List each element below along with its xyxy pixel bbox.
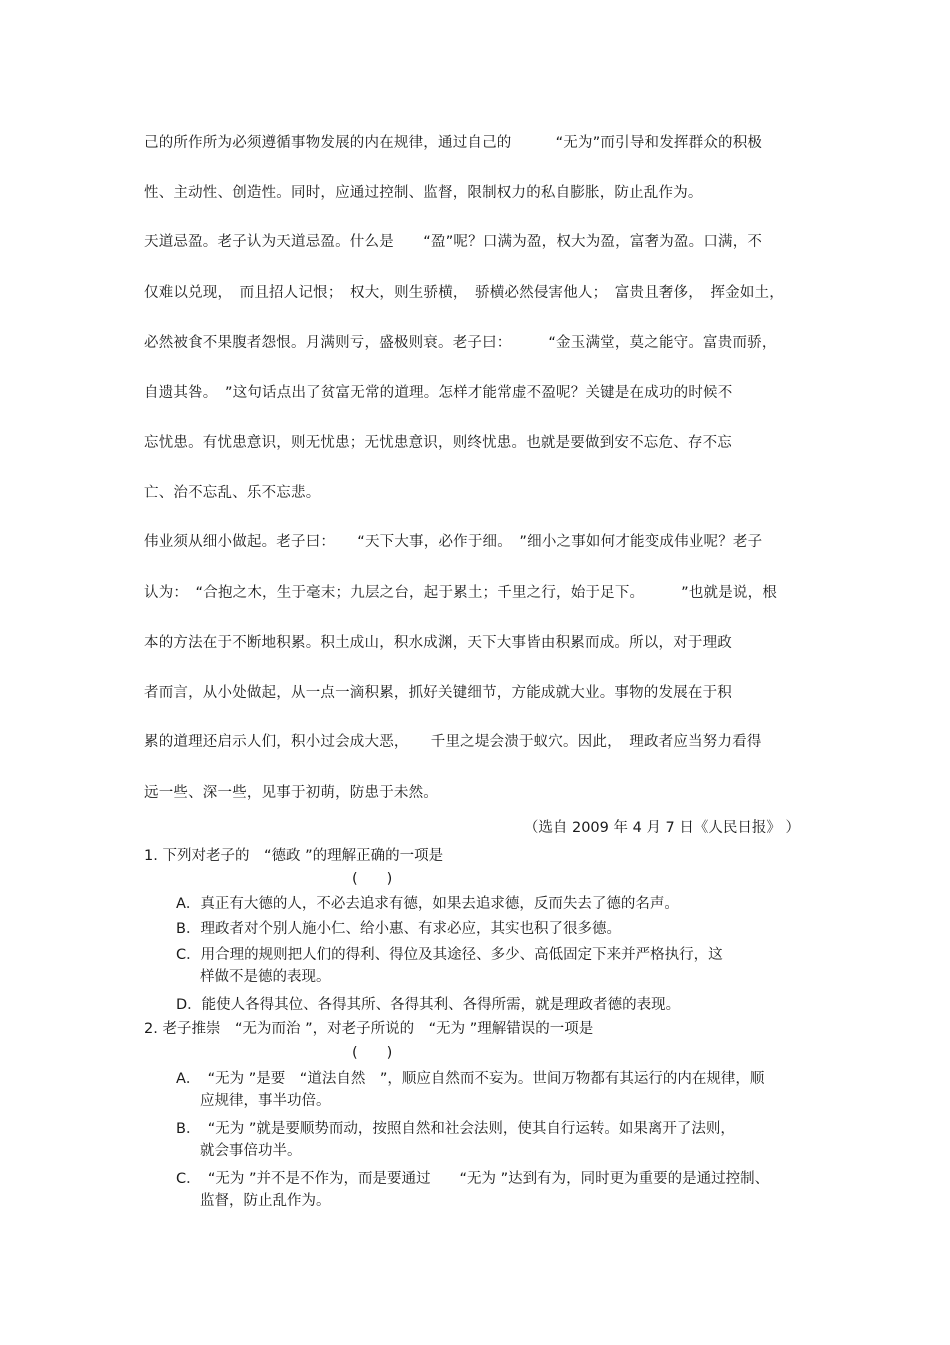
body-line: 累的道理还启示人们，积小过会成大恶， 千里之堤会溃于蚁穴。因此， 理政者应当努力看得	[144, 734, 762, 750]
question-2-option-a-cont: 应规律，事半功倍。	[200, 1093, 331, 1109]
question-2-option-c-cont: 监督，防止乱作为。	[200, 1193, 331, 1209]
question-1-option-c: C．用合理的规则把人们的得利、得位及其途径、多少、高低固定下来并严格执行，这	[176, 947, 723, 963]
question-2-answer-blank: ( )	[352, 1045, 393, 1061]
body-line: 本的方法在于不断地积累。积土成山，积水成渊，天下大事皆由积累而成。所以，对于理政	[144, 635, 732, 651]
question-2-option-c: C． “无为 ”并不是不作为，而是要通过 “无为 ”达到有为，同时更为重要的是通过控制、	[176, 1171, 770, 1187]
body-line: 远一些、深一些，见事于初萌，防患于未然。	[144, 785, 438, 801]
question-1-option-c-cont: 样做不是德的表现。	[200, 969, 331, 985]
question-2-option-b-cont: 就会事倍功半。	[200, 1143, 302, 1159]
body-line: 者而言，从小处做起，从一点一滴积累，抓好关键细节，方能成就大业。事物的发展在于积	[144, 685, 732, 701]
body-line: 必然被食不果腹者怨恨。月满则亏，盛极则衰。老子曰： “金玉满堂，莫之能守。富贵而骄，	[144, 335, 777, 351]
question-1-option-a: A．真正有大德的人，不必去追求有德，如果去追求德，反而失去了德的名声。	[176, 896, 679, 912]
question-1-option-d: D．能使人各得其位、各得其所、各得其利、各得所需，就是理政者德的表现。	[176, 997, 681, 1013]
question-1-answer-blank: ( )	[352, 871, 393, 887]
question-1-stem: 1. 下列对老子的 “德政 ”的理解正确的一项是	[144, 848, 444, 864]
question-2-option-b: B． “无为 ”就是要顺势而动，按照自然和社会法则，使其自行运转。如果离开了法则，	[176, 1121, 735, 1137]
body-line: 天道忌盈。老子认为天道忌盈。什么是 “盈”呢？口满为盈，权大为盈，富奢为盈。口满，不	[144, 234, 763, 250]
body-line: 仅难以兑现， 而且招人记恨； 权大，则生骄横， 骄横必然侵害他人； 富贵且奢侈， 挥金如土，	[144, 285, 784, 301]
body-line: 自遗其咎。 ”这句话点出了贫富无常的道理。怎样才能常虚不盈呢？关键是在成功的时候不	[144, 385, 733, 401]
question-2-option-a: A． “无为 ”是要 “道法自然 ”，顺应自然而不妄为。世间万物都有其运行的内在规律，顺	[176, 1071, 765, 1087]
body-line: 认为： “合抱之木，生于毫末；九层之台，起于累土；千里之行，始于足下。 ”也就是说，根	[144, 585, 778, 601]
question-2-stem: 2. 老子推崇 “无为而治 ”，对老子所说的 “无为 ”理解错误的一项是	[144, 1021, 594, 1037]
body-line: 性、主动性、创造性。同时，应通过控制、监督，限制权力的私自膨胀，防止乱作为。	[144, 185, 703, 201]
body-line: 伟业须从细小做起。老子曰： “天下大事，必作于细。 ”细小之事如何才能变成伟业呢？老子	[144, 534, 763, 550]
body-line: 己的所作所为必须遵循事物发展的内在规律，通过自己的 “无为”而引导和发挥群众的积极	[144, 135, 763, 151]
body-line: 亡、治不忘乱、乐不忘悲。	[144, 485, 321, 501]
question-1-option-b: B．理政者对个别人施小仁、给小惠、有求必应，其实也积了很多德。	[176, 921, 621, 937]
body-line: 忘忧患。有忧患意识，则无忧患；无忧患意识，则终忧患。也就是要做到安不忘危、存不忘	[144, 435, 732, 451]
source-citation: （选自 2009 年 4 月 7 日《人民日报》 ）	[523, 820, 800, 836]
